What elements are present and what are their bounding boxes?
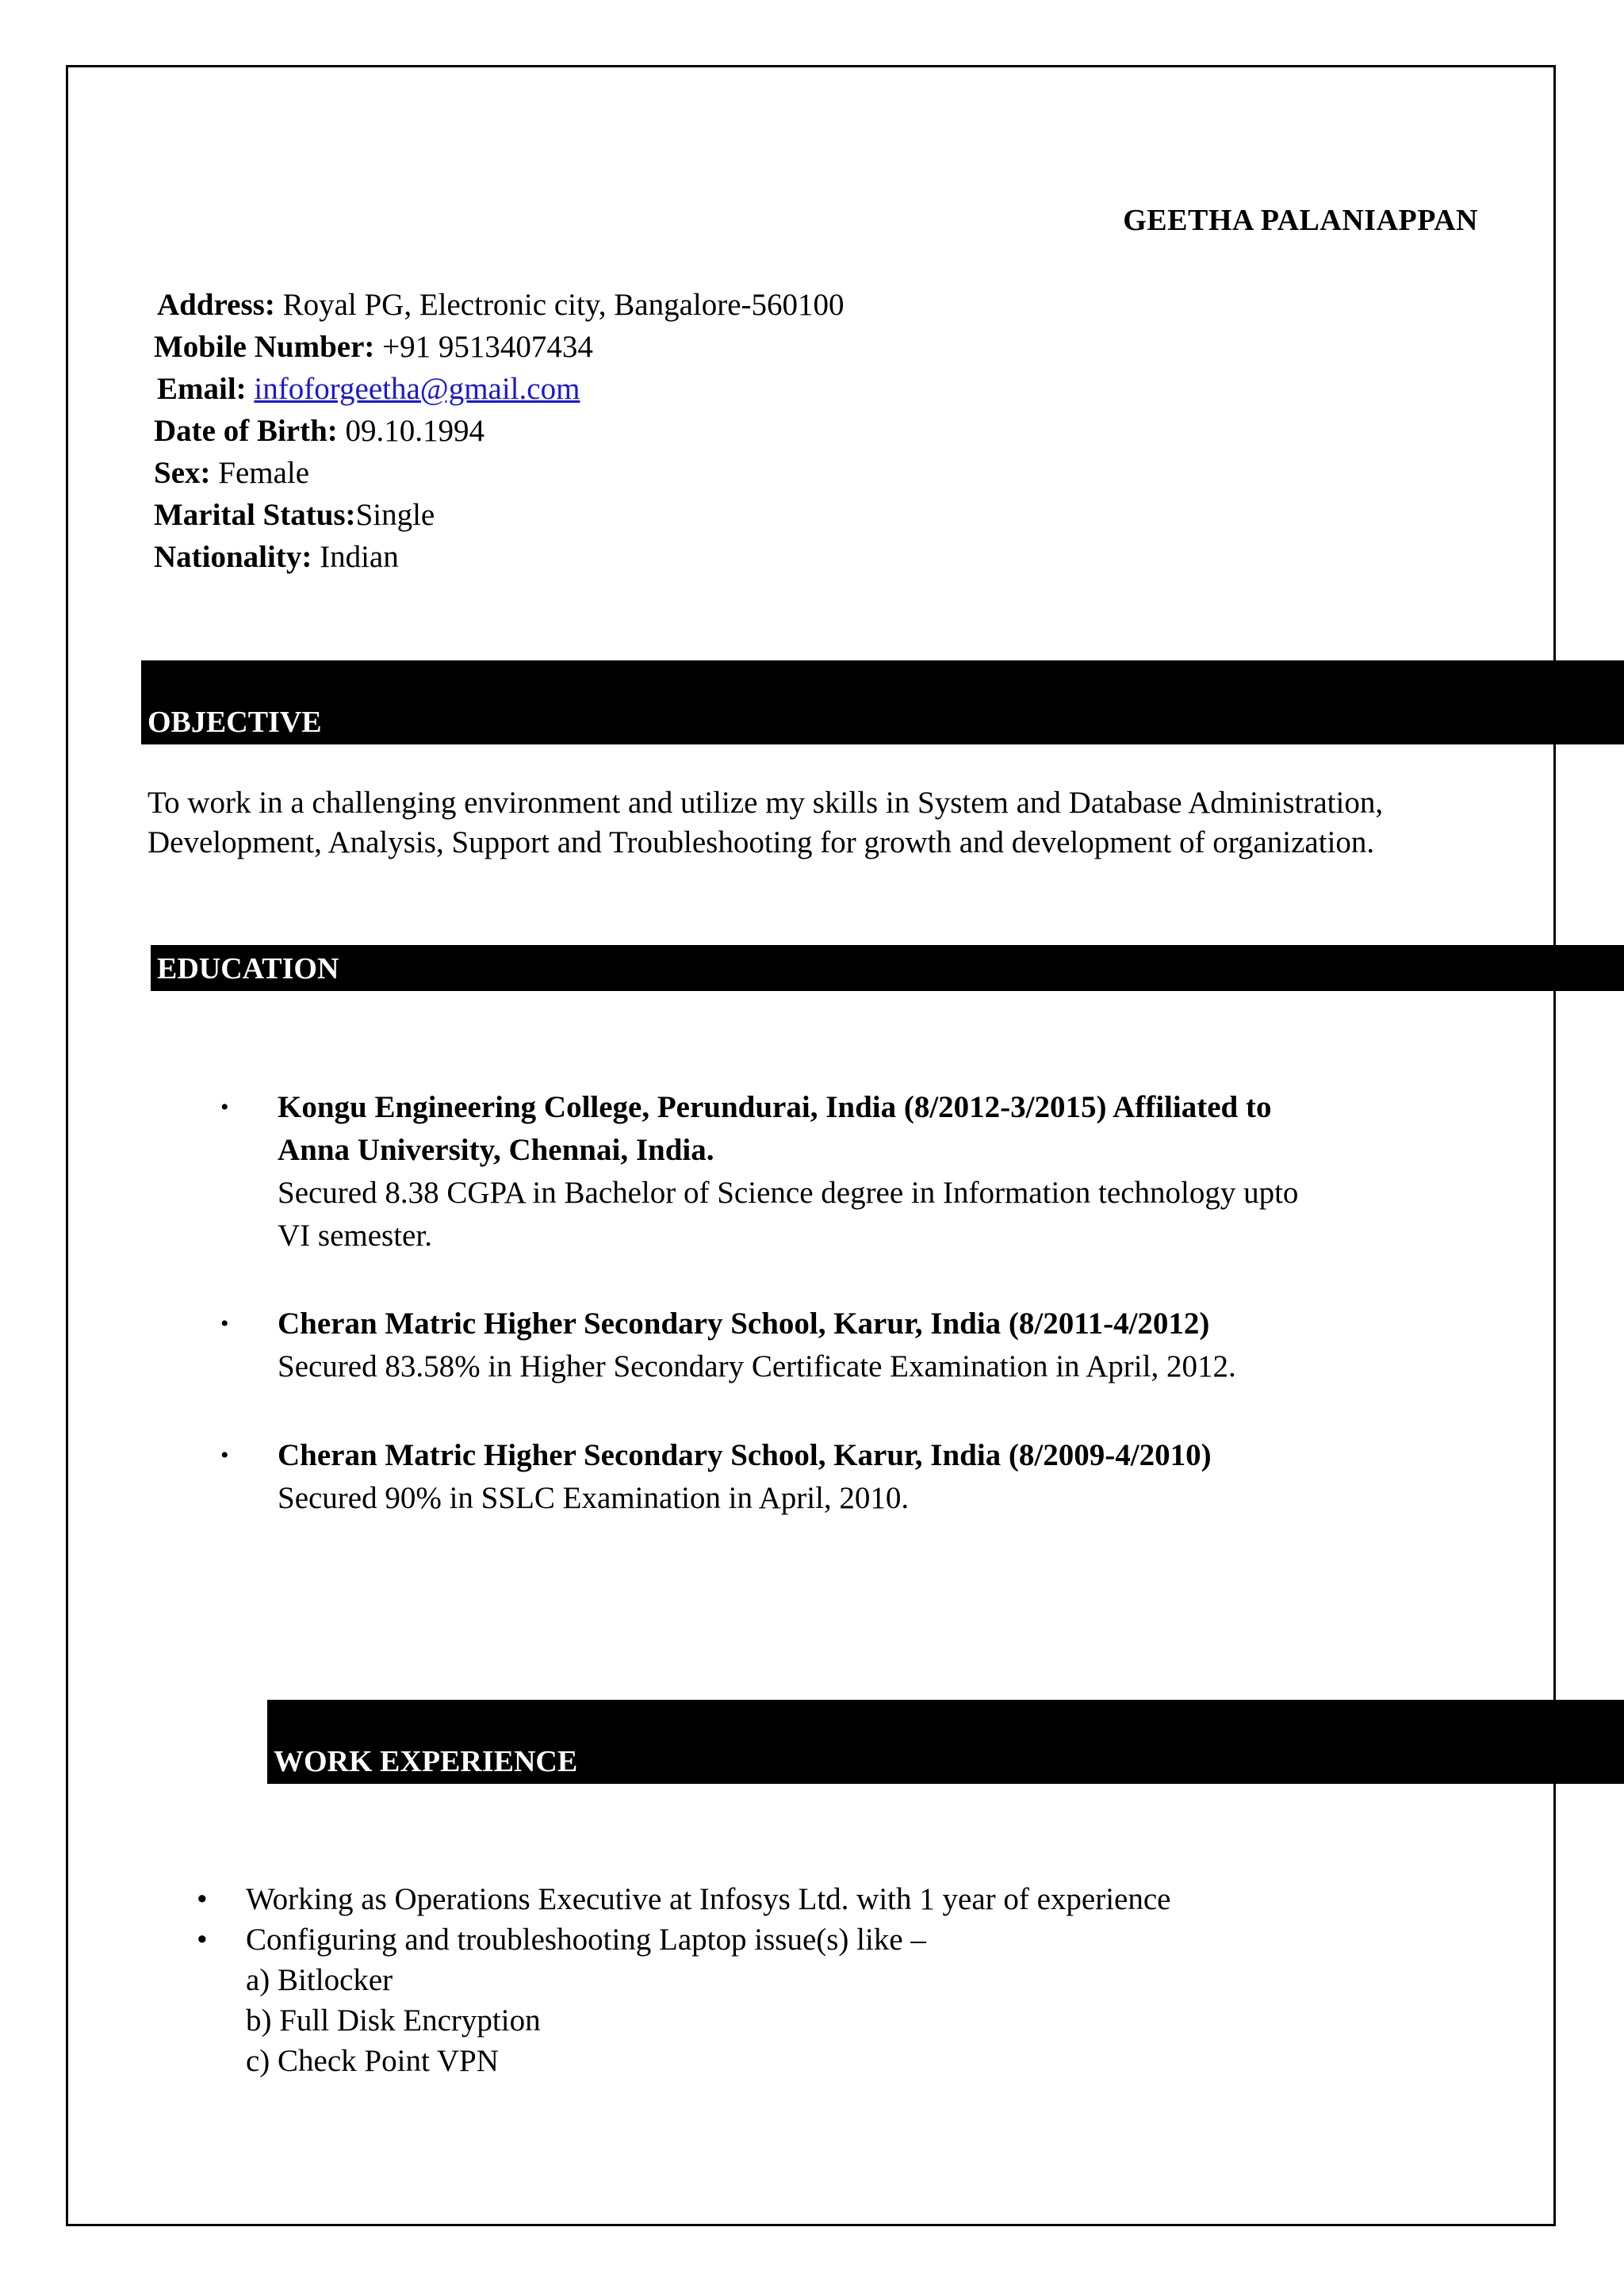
sex-label: Sex:: [154, 456, 211, 490]
work-experience-heading: WORK EXPERIENCE: [267, 1700, 1624, 1784]
work-item: [197, 1919, 1170, 1960]
work-item-text: Configuring and troubleshooting Laptop issue(s) like –: [246, 1923, 926, 1957]
nationality-label: Nationality:: [154, 540, 312, 574]
nationality-row: [154, 536, 845, 578]
dob-label: Date of Birth:: [154, 414, 338, 448]
contact-details: [154, 284, 845, 578]
work-subitem: b) Full Disk Encryption: [246, 2003, 541, 2038]
candidate-name: GEETHA PALANIAPPAN: [1123, 204, 1478, 237]
mobile-value: +91 9513407434: [382, 330, 593, 364]
work-experience-list: [197, 1879, 1170, 2081]
bullet-icon: •: [220, 1311, 229, 1337]
marital-status-row: [154, 494, 845, 536]
dob-row: [154, 410, 845, 452]
education-institution: Cheran Matric Higher Secondary School, Karur, India (8/2011-4/2012): [278, 1307, 1210, 1341]
email-label: Email:: [157, 372, 247, 406]
education-item: [220, 1086, 1331, 1257]
bullet-icon: •: [220, 1442, 229, 1468]
education-item: [220, 1434, 1410, 1520]
sex-value: Female: [218, 456, 310, 490]
bullet-icon: •: [197, 1882, 208, 1916]
email-row: [154, 368, 845, 410]
work-subitem: c) Check Point VPN: [246, 2044, 499, 2078]
work-item-text: Working as Operations Executive at Infosys Ltd. with 1 year of experience: [246, 1882, 1171, 1916]
education-detail: Secured 83.58% in Higher Secondary Certificate Examination in April, 2012.: [278, 1349, 1236, 1383]
email-link[interactable]: infoforgeetha@gmail.com: [254, 372, 580, 406]
education-detail: Secured 8.38 CGPA in Bachelor of Science degree in Information technology upto VI semester.: [278, 1176, 1299, 1253]
address-value: Royal PG, Electronic city, Bangalore-560100: [282, 288, 845, 322]
education-item: [220, 1303, 1410, 1388]
work-subitem: a) Bitlocker: [246, 1963, 393, 1997]
bullet-icon: •: [220, 1094, 229, 1120]
dob-value: 09.10.1994: [345, 414, 485, 448]
nationality-value: Indian: [320, 540, 399, 574]
marital-status-label: Marital Status:: [154, 498, 356, 532]
sex-row: [154, 452, 845, 494]
work-item: [197, 1879, 1170, 1919]
address-row: [154, 284, 845, 326]
education-heading: EDUCATION: [151, 945, 1624, 991]
marital-status-value: Single: [355, 498, 435, 532]
education-detail: Secured 90% in SSLC Examination in April, 2010.: [278, 1481, 910, 1515]
education-institution: Kongu Engineering College, Perundurai, India (8/2012-3/2015) Affiliated to Anna University, Chennai, India.: [278, 1090, 1272, 1167]
mobile-label: Mobile Number:: [154, 330, 375, 364]
bullet-icon: •: [197, 1923, 208, 1957]
address-label: Address:: [157, 288, 275, 322]
mobile-row: [154, 326, 845, 368]
objective-line-2: Development, Analysis, Support and Troubleshooting for growth and development of organization.: [147, 825, 1375, 859]
objective-line-1: To work in a challenging environment and utilize my skills in System and Database Administration,: [147, 786, 1384, 820]
education-institution: Cheran Matric Higher Secondary School, Karur, India (8/2009-4/2010): [278, 1438, 1212, 1472]
objective-heading: OBJECTIVE: [141, 660, 1624, 744]
objective-text: [147, 783, 1511, 863]
